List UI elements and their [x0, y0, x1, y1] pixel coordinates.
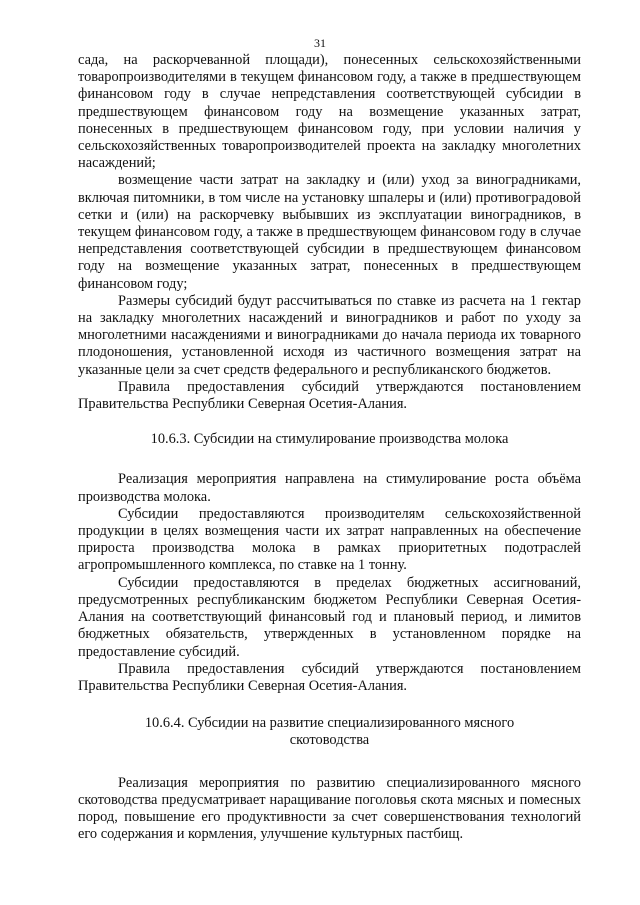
paragraph: Реализация мероприятия направлена на стимулирование роста объёма производства молока.: [78, 471, 581, 505]
section-heading: 10.6.3. Субсидии на стимулирование производства молока: [150, 431, 509, 448]
paragraph: Правила предоставления субсидий утверждаются постановлением Правительства Республики Северная Осетия-Алания.: [78, 660, 581, 694]
paragraph: возмещение части затрат на закладку и (или) уход за виноградниками, включая питомники, в том числе на установку шпалеры и (или) противоградовой сетки и (или) на раскорчевку выбывших из эксплуатации виноградников, в текущем финансовом году, а также в предшествующем финансовом году в случае непредставления соответствующей субсидии в предшествующем финансовом году на возмещение указанных затрат, понесенных в предшествующем финансовом году;: [78, 172, 581, 292]
paragraph: Размеры субсидий будут рассчитываться по ставке из расчета на 1 гектар на закладку многолетних насаждений и виноградников и работ по уходу за многолетними насаждениями и виноградниками до начала периода их товарного плодоношения, установленной исходя из частичного возмещения затрат на указанные цели за счет средств федерального и республиканского бюджетов.: [78, 292, 581, 378]
paragraph: Субсидии предоставляются производителям сельскохозяйственной продукции в целях возмещения части их затрат направленных на обеспечение прироста производства молока в рамках приоритетных подотраслей агропромышленного комплекса, по ставке на 1 тонну.: [78, 505, 581, 574]
paragraph: Субсидии предоставляются в пределах бюджетных ассигнований, предусмотренных республиканским бюджетом Республики Северная Осетия-Алания на соответствующий финансовый год и плановый период, и лимитов бюджетных обязательств, утвержденных в установленном порядке на предоставление субсидий.: [78, 574, 581, 660]
paragraph: Правила предоставления субсидий утверждаются постановлением Правительства Республики Северная Осетия-Алания.: [78, 378, 581, 413]
paragraph: сада, на раскорчеванной площади), понесенных сельскохозяйственными товаропроизводителями в текущем финансовом году, а также в предшествующем финансовом году в случае непредставления соответствующей субсидии в предшествующем финансовом году на возмещение указанных затрат, понесенных в предшествующем финансовом году, при условии наличия у сельскохозяйственных товаропроизводителей проекта на закладку многолетних насаждений;: [78, 52, 581, 172]
paragraph: Реализация мероприятия по развитию специализированного мясного скотоводства предусматривает наращивание поголовья скота мясных и помесных пород, повышение его продуктивности за счет совершенствования технологий его содержания и кормления, улучшение культурных пастбищ.: [78, 774, 581, 843]
document-body: [78, 52, 581, 843]
section-heading: 10.6.4. Субсидии на развитие специализированного мясного скотоводства: [144, 715, 515, 749]
page-number: 31: [314, 36, 326, 50]
